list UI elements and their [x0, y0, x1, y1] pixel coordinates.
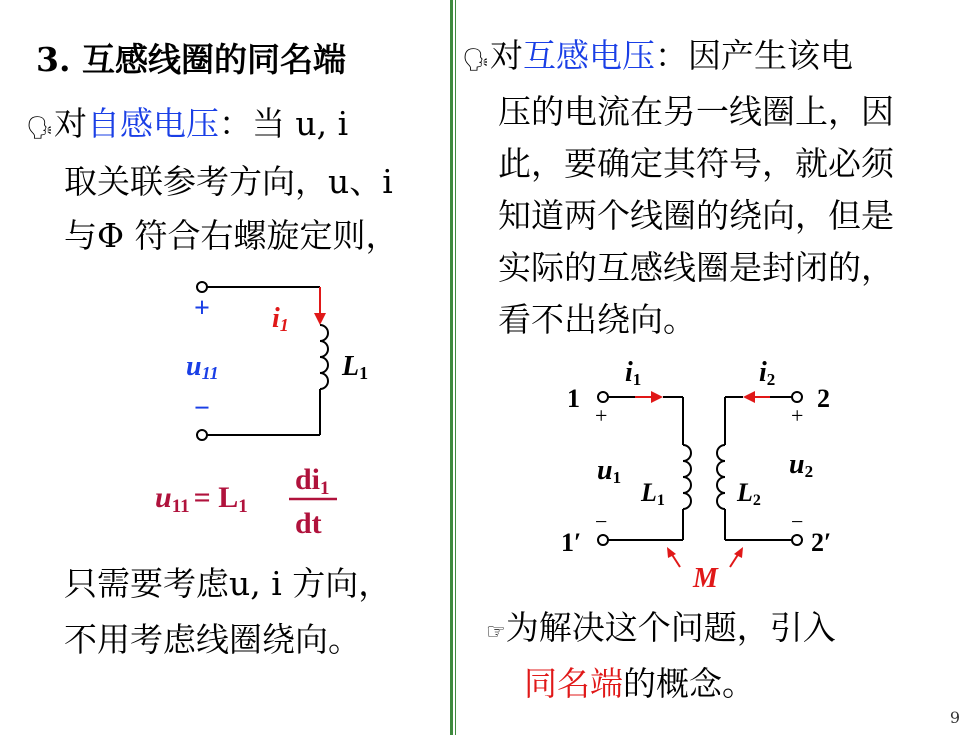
mutual-inductor-diagram [555, 355, 855, 595]
minus-sign-right: − [791, 509, 804, 534]
left-text-line-4: 只需要考虑u, i 方向， [64, 564, 392, 603]
left-text-line-2: 取关联参考方向，u、i [64, 162, 393, 201]
section-heading: 3. 互感线圈的同名端 [36, 40, 346, 79]
right-text-line-2: 此，要确定其符号，就必须 [498, 144, 894, 183]
left-text-line-3: 与Φ 符合右螺旋定则， [64, 216, 399, 255]
formula-numerator: di1 [295, 463, 330, 499]
voltage-u2-label: u2 [789, 449, 814, 481]
speaker-bullet-icon: 🗣 [26, 116, 54, 141]
inductance-L2-label: L2 [737, 478, 761, 509]
right-text-line-5: 看不出绕向。 [498, 300, 696, 339]
voltage-u1-label: u1 [597, 455, 622, 487]
right-note-line-2 [524, 660, 755, 708]
column-divider-thin [455, 0, 456, 735]
plus-sign-right: + [791, 403, 804, 428]
mutual-inductance-M-label: M [693, 563, 718, 594]
current-i1-label: i1 [625, 357, 642, 389]
left-bullet-line [26, 100, 348, 153]
page-number: 9 [949, 708, 960, 727]
self-inductance-term: 自感电压 [86, 104, 219, 143]
minus-sign: − [194, 393, 210, 424]
left-text-line-5: 不用考虑线圈绕向。 [64, 620, 361, 659]
left-bullet-prefix: 对 [53, 104, 87, 143]
formula-lhs: u11 = L1 [155, 481, 248, 517]
inductance-L1-label: L1 [342, 351, 369, 383]
self-inductance-formula [155, 455, 375, 545]
column-divider [450, 0, 453, 735]
dot-convention-term: 同名端 [524, 664, 623, 703]
right-text-line-3: 知道两个线圈的绕向，但是 [498, 196, 894, 235]
right-note-rest: 的概念。 [623, 664, 755, 703]
left-bullet-rest: ：当 u, i [218, 104, 349, 143]
right-bullet-prefix: 对 [489, 36, 523, 75]
right-bullet-line [462, 32, 853, 85]
plus-sign: + [194, 293, 210, 324]
current-i2-label: i2 [759, 357, 776, 389]
right-text-line-1: 压的电流在另一线圈上，因 [498, 92, 894, 131]
formula-denominator: dt [295, 507, 322, 540]
right-bullet-rest: ：因产生该电 [654, 36, 853, 75]
speaker-bullet-icon: 🗣 [462, 48, 490, 73]
right-note-text: 为解决这个问题，引入 [505, 608, 836, 647]
terminal-1-label: 1 [567, 384, 580, 413]
pointing-hand-icon: ☞ [486, 620, 506, 645]
terminal-2-prime-label: 2′ [811, 528, 832, 557]
mutual-inductance-term: 互感电压 [522, 36, 655, 75]
self-inductor-diagram [180, 275, 380, 450]
minus-sign-left: − [595, 509, 608, 534]
right-note-line-1 [486, 604, 836, 657]
inductance-L1-label: L1 [641, 478, 665, 509]
voltage-u11-label: u11 [186, 351, 219, 383]
terminal-1-prime-label: 1′ [561, 528, 582, 557]
terminal-2-label: 2 [817, 384, 830, 413]
plus-sign-left: + [595, 403, 608, 428]
current-i1-label: i1 [272, 303, 289, 335]
right-text-line-4: 实际的互感线圈是封闭的， [498, 248, 894, 287]
